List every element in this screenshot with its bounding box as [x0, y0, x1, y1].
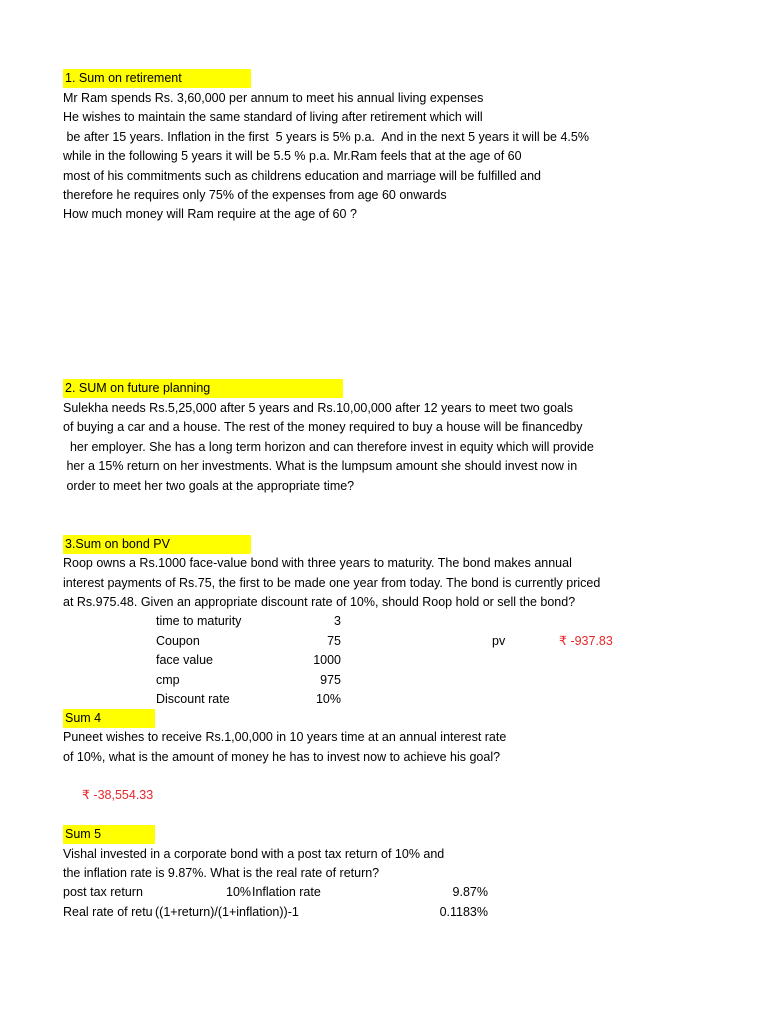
post-tax-return-value: 10%: [226, 885, 252, 899]
sum4-answer: ₹ -38,554.33: [82, 788, 154, 802]
sum5-line: Vishal invested in a corporate bond with a post tax return of 10% and: [63, 847, 445, 861]
bond-table-value: 975: [320, 673, 341, 687]
real-rate-formula: ((1+return)/(1+inflation))-1: [155, 905, 299, 919]
sum1-line: be after 15 years. Inflation in the first 5 years is 5% p.a. And in the next 5 years it will be 4.5%: [63, 130, 589, 144]
sum2-heading: 2. SUM on future planning: [63, 379, 343, 398]
bond-table-label: Discount rate: [156, 692, 230, 706]
sum1-line: How much money will Ram require at the age of 60 ?: [63, 207, 357, 221]
real-rate-value: 0.1183%: [439, 905, 488, 919]
post-tax-return-label: post tax return: [63, 885, 143, 899]
sum4-heading: Sum 4: [63, 709, 155, 728]
inflation-rate-value: 9.87%: [452, 885, 488, 899]
bond-table-value: 3: [334, 614, 341, 628]
bond-table-value: 1000: [313, 653, 341, 667]
inflation-rate-label: Inflation rate: [252, 885, 321, 899]
sum2-line: her a 15% return on her investments. What is the lumpsum amount she should invest now in: [63, 459, 578, 473]
real-rate-label: Real rate of retu: [63, 905, 153, 919]
sum1-line: He wishes to maintain the same standard of living after retirement which will: [63, 110, 483, 124]
sum4-line: Puneet wishes to receive Rs.1,00,000 in 10 years time at an annual interest rate: [63, 730, 507, 744]
sum2-line: Sulekha needs Rs.5,25,000 after 5 years and Rs.10,00,000 after 12 years to meet two goals: [63, 401, 574, 415]
sum5-line: the inflation rate is 9.87%. What is the real rate of return?: [63, 866, 380, 880]
sum3-heading: 3.Sum on bond PV: [63, 535, 251, 554]
bond-table-value: 10%: [315, 692, 341, 706]
bond-table-label: face value: [156, 653, 213, 667]
sum2-line: her employer. She has a long term horizon and can therefore invest in equity which will provide: [63, 440, 594, 454]
sum3-line: interest payments of Rs.75, the first to be made one year from today. The bond is currently priced: [63, 576, 601, 590]
bond-table-value: 75: [327, 634, 341, 648]
bond-table-label: cmp: [156, 673, 180, 687]
sum3-line: Roop owns a Rs.1000 face-value bond with three years to maturity. The bond makes annual: [63, 556, 572, 570]
pv-label: pv: [492, 634, 506, 648]
sum2-line: of buying a car and a house. The rest of the money required to buy a house will be financedby: [63, 420, 583, 434]
sum1-line: while in the following 5 years it will be 5.5 % p.a. Mr.Ram feels that at the age of 60: [63, 149, 522, 163]
sum1-line: therefore he requires only 75% of the expenses from age 60 onwards: [63, 188, 447, 202]
sum2-line: order to meet her two goals at the appropriate time?: [63, 479, 355, 493]
sum1-heading: 1. Sum on retirement: [63, 69, 251, 88]
bond-table-label: Coupon: [156, 634, 200, 648]
sum5-heading: Sum 5: [63, 825, 155, 844]
bond-table-label: time to maturity: [156, 614, 242, 628]
sum4-line: of 10%, what is the amount of money he has to invest now to achieve his goal?: [63, 750, 501, 764]
sum3-line: at Rs.975.48. Given an appropriate discount rate of 10%, should Roop hold or sell the bond?: [63, 595, 576, 609]
pv-value: ₹ -937.83: [559, 634, 613, 648]
sum1-line: most of his commitments such as childrens education and marriage will be fulfilled and: [63, 169, 542, 183]
sum1-line: Mr Ram spends Rs. 3,60,000 per annum to meet his annual living expenses: [63, 91, 484, 105]
